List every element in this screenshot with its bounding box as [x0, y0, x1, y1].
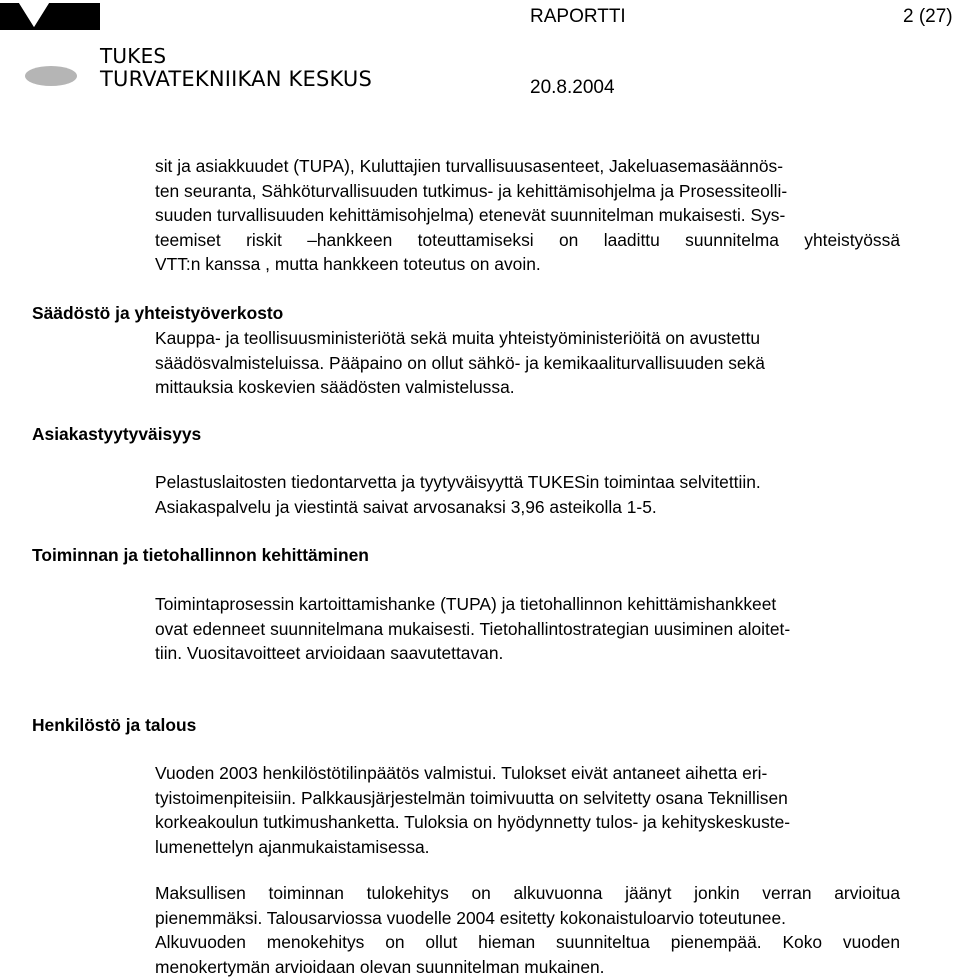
text-line: Asiakaspalvelu ja viestintä saivat arvosanaksi 3,96 asteikolla 1-5. [155, 495, 900, 520]
text-line: suuden turvallisuuden kehittämisohjelma) etenevät suunnitelman mukaisesti. Sys- [155, 203, 900, 228]
text-line: Toimintaprosessin kartoittamishanke (TUPA) ja tietohallinnon kehittämishankkeet [155, 592, 900, 617]
text-line: VTT:n kanssa , mutta hankkeen toteutus on avoin. [155, 252, 900, 277]
text-line: Pelastuslaitosten tiedontarvetta ja tyytyväisyyttä TUKESin toimintaa selvitettiin. [155, 470, 900, 495]
section-heading-saadosto: Säädöstö ja yhteistyöverkosto [32, 301, 283, 326]
org-short-name: TUKES [100, 44, 166, 68]
logo-grey-ellipse [25, 66, 77, 86]
text-line: tiin. Vuositavoitteet arvioidaan saavutettavan. [155, 641, 900, 666]
section-heading-asiakastyytyvaisyys: Asiakastyytyväisyys [32, 422, 201, 447]
text-line: pienemmäksi. Talousarviossa vuodelle 2004 esitetty kokonaistuloarvio toteutunee. [155, 906, 900, 931]
page-number: 2 (27) [903, 6, 953, 28]
section-heading-toiminnan-kehittaminen: Toiminnan ja tietohallinnon kehittäminen [32, 543, 369, 568]
text-line: Alkuvuoden menokehitys on ollut hieman suunniteltua pienempää. Koko vuoden [155, 930, 900, 955]
document-date: 20.8.2004 [530, 77, 615, 99]
text-line: sit ja asiakkuudet (TUPA), Kuluttajien turvallisuusasenteet, Jakeluasemasäännös- [155, 154, 900, 179]
text-line: korkeakoulun tutkimushanketta. Tuloksia on hyödynnetty tulos- ja kehityskeskuste- [155, 810, 900, 835]
section-paragraph-toiminnan-kehittaminen [155, 592, 900, 666]
text-line: ovat edenneet suunnitelmana mukaisesti. Tietohallintostrategian uusiminen aloitet- [155, 617, 900, 642]
logo-black-band [0, 3, 100, 30]
section-paragraph-saadosto [155, 326, 900, 400]
section-paragraph-talous [155, 881, 900, 979]
text-line: Vuoden 2003 henkilöstötilinpäätös valmistui. Tulokset eivät antaneet aihetta eri- [155, 761, 900, 786]
text-line: menokertymän arvioidaan olevan suunnitelman mukainen. [155, 955, 900, 979]
intro-paragraph [155, 154, 900, 277]
section-paragraph-asiakastyytyvaisyys [155, 470, 900, 519]
document-type: RAPORTTI [530, 6, 626, 28]
section-paragraph-henkilosto [155, 761, 900, 859]
text-line: lumenettelyn ajanmukaistamisessa. [155, 835, 900, 860]
tukes-logo-graphic [0, 0, 100, 95]
org-full-name: TURVATEKNIIKAN KESKUS [100, 67, 372, 91]
text-line: säädösvalmisteluissa. Pääpaino on ollut sähkö- ja kemikaaliturvallisuuden sekä [155, 351, 900, 376]
text-line: mittauksia koskevien säädösten valmistelussa. [155, 375, 900, 400]
section-heading-henkilosto-talous: Henkilöstö ja talous [32, 713, 196, 738]
text-line: Kauppa- ja teollisuusministeriötä sekä muita yhteistyöministeriöitä on avustettu [155, 326, 900, 351]
text-line: teemiset riskit –hankkeen toteuttamiseksi on laadittu suunnitelma yhteistyössä [155, 228, 900, 253]
text-line: ten seuranta, Sähköturvallisuuden tutkimus- ja kehittämisohjelma ja Prosessiteolli- [155, 179, 900, 204]
text-line: Maksullisen toiminnan tulokehitys on alkuvuonna jäänyt jonkin verran arvioitua [155, 881, 900, 906]
text-line: tyistoimenpiteisiin. Palkkausjärjestelmän toimivuutta on selvitetty osana Teknillisen [155, 786, 900, 811]
